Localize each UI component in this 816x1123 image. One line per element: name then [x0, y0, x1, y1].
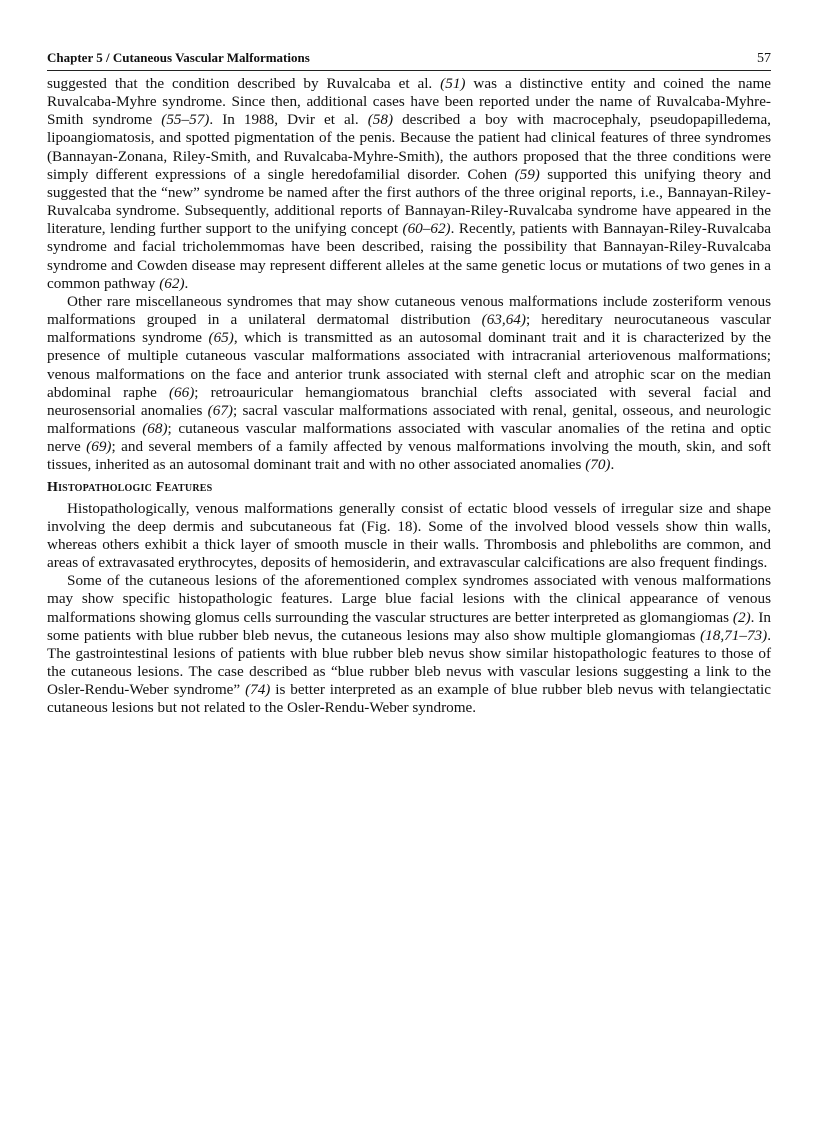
citation: (59) — [514, 165, 540, 183]
citation: (58) — [367, 111, 394, 129]
chapter-title: Chapter 5 / Cutaneous Vascular Malformations — [47, 50, 310, 65]
citation: (60–62) — [402, 220, 451, 238]
citation: (51) — [440, 75, 466, 92]
paragraph-4: Some of the cutaneous lesions of the aforementioned complex syndromes associated with venous malformations may show specific histopathologic features. Large blue facial lesions with the clinical appearance of venous malformations showing glomus cells surrounding the vascular structures are better interpreted as glomangiomas (2). In some patients with blue rubber bleb nevus, the cutaneous lesions may also show multiple glomangiomas (18,71–73). The gastrointestinal lesions of patients with blue rubber bleb nevus show similar histopathologic features to those of the cutaneous lesions. The case described as “blue rubber bleb nevus with vascular lesions suggesting a link to the Osler-Rendu-Weber syndrome” (74) is better interpreted as an example of blue rubber bleb nevus with telangiectatic cutaneous lesions but not related to the Osler-Rendu-Weber syndrome. — [47, 572, 771, 717]
citation: (63,64) — [481, 311, 526, 329]
page — [47, 50, 771, 717]
body-text — [47, 75, 771, 717]
citation: (18,71–73) — [700, 626, 768, 644]
citation: (68) — [142, 419, 168, 437]
citation: (66) — [168, 383, 195, 401]
citation: (74) — [245, 681, 271, 699]
page-number: 57 — [757, 51, 771, 66]
paragraph-3: Histopathologically, venous malformations generally consist of ectatic blood vessels of irregular size and shape involving the deep dermis and subcutaneous fat (Fig. 18). Some of the involved blood vessels show thin walls, whereas others exhibit a thick layer of smooth muscle in their walls. Thrombosis and phleboliths are common, and areas of extravasated erythrocytes, deposits of hemosiderin, and extravascular calcifications are also frequent findings. — [47, 499, 771, 572]
citation: (69) — [86, 438, 112, 456]
citation: (55–57) — [161, 111, 210, 129]
paragraph-2: Other rare miscellaneous syndromes that may show cutaneous venous malformations include zosteriform venous malformations grouped in a unilateral dermatomal distribution (63,64); hereditary neurocutaneous vascular malformations syndrome (65), which is transmitted as an autosomal dominant trait and it is characterized by the presence of multiple cutaneous vascular malformations associated with intracranial arteriovenous malformations; venous malformations on the face and anterior trunk associated with sternal cleft and atrophic scar on the median abdominal raphe (66); retroauricular hemangiomatous branchial clefts associated with several facial and neurosensorial anomalies (67); sacral vascular malformations associated with renal, genital, osseous, and neurologic malformations (68); cutaneous vascular malformations associated with vascular anomalies of the retina and optic nerve (69); and several members of a family affected by venous malformations involving the mouth, skin, and soft tissues, inherited as an autosomal dominant trait and with no other associated anomalies (70). — [47, 292, 772, 474]
citation: (2) — [732, 608, 751, 626]
citation: (62) — [159, 274, 185, 292]
citation: (67) — [207, 401, 233, 419]
paragraph-1: suggested that the condition described by Ruvalcaba et al. (51) was a distinctive entity and coined the name Ruvalcaba-Myhre syndrome. Since then, additional cases have been reported under the name of Ruvalcaba-Myhre-Smith syndrome (55–57). In 1988, Dvir et al. (58) described a boy with macrocephaly, pseudopapilledema, lipoangiomatosis, and spotted pigmentation of the penis. Because the patient had clinical features of three syndromes (Bannayan-Zonana, Riley-Smith, and Ruvalcaba-Myhre-Smith), the authors proposed that the three conditions were simply different expressions of a single heredofamilial disorder. Cohen (59) supported this unifying theory and suggested that the “new” syndrome be named after the first authors of the three original reports, i.e., Bannayan-Riley-Ruvalcaba syndrome. Subsequently, additional reports of Bannayan-Riley-Ruvalcaba syndrome have appeared in the literature, lending further support to the unifying concept (60–62). Recently, patients with Bannayan-Riley-Ruvalcaba syndrome and facial tricholemmomas have been described, raising the possibility that Bannayan-Riley-Ruvalcaba syndrome and Cowden disease may represent different alleles at the same genetic locus or mutations of two genes in a common pathway (62). — [47, 75, 771, 292]
running-head — [47, 50, 771, 71]
citation: (70) — [585, 456, 611, 474]
citation: (65) — [208, 329, 234, 347]
section-heading: Histopathologic Features — [47, 480, 213, 496]
